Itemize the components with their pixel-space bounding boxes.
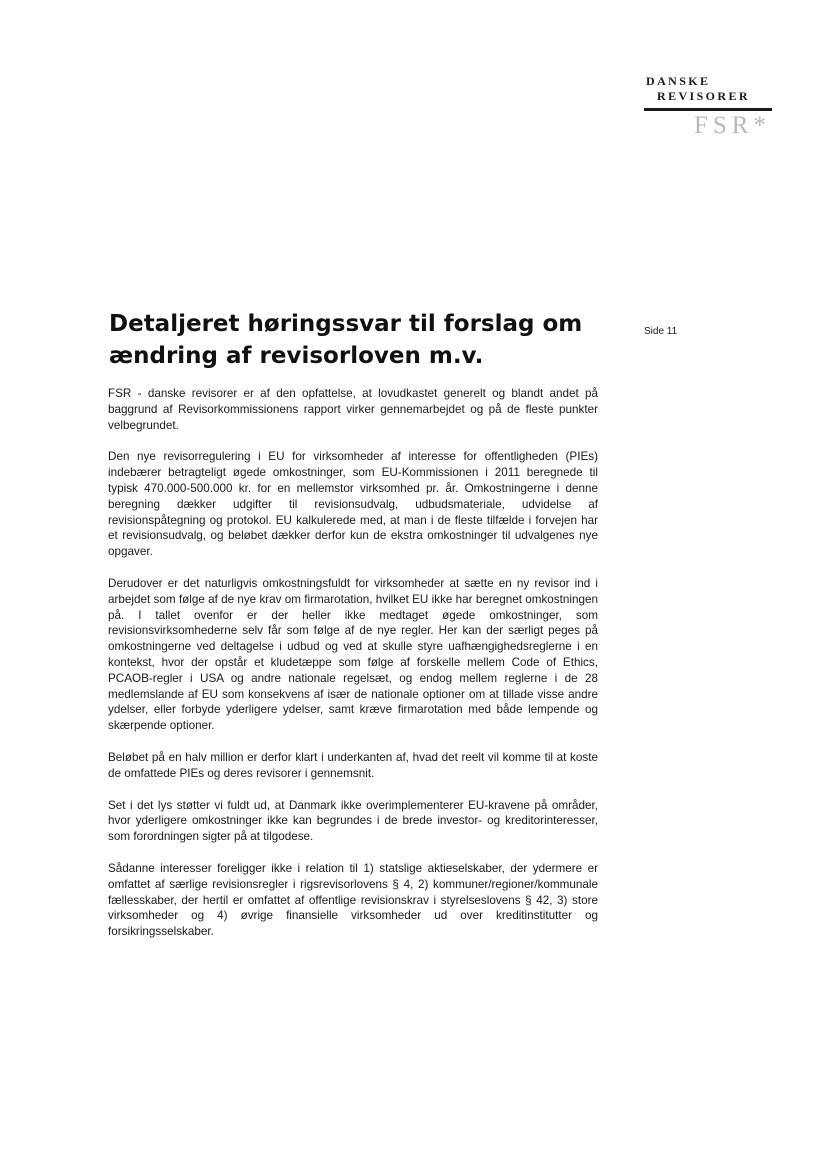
logo-text-danske: DANSKE bbox=[646, 74, 711, 88]
paragraph: Den nye revisorregulering i EU for virksomheder af interesse for offentligheden (PIEs) indebærer betragteligt øgede omkostninger, som EU-Kommissionen i 2011 beregnede til typisk 470.000-500.000 kr. for en mellemstor virksomhed pr. år. Omkostningerne i denne beregning dækker udgifter til revisionsudvalg, udbudsmateriale, udvidelse af revisionspåtegning og protokol. EU kalkulerede med, at man i de fleste tilfælde i forvejen har et revisionsudvalg, og beløbet dækker derfor kun de ekstra omkostninger til udvalgenes nye opgaver. bbox=[108, 450, 598, 559]
logo-rule bbox=[644, 108, 772, 111]
document-title: Detaljeret høringssvar til forslag om ændring af revisorloven m.v. bbox=[109, 311, 583, 369]
paragraph: Beløbet på en halv million er derfor klart i underkanten af, hvad det reelt vil komme til at koste de omfattede PIEs og deres revisorer i gennemsnit. bbox=[108, 750, 598, 780]
paragraph: Derudover er det naturligvis omkostningsfuldt for virksomheder at sætte en ny revisor ind i arbejdet som følge af de nye krav om firmarotation, hvilket EU ikke har beregnet omkostningen på. I tallet ovenfor er der heller ikke medtaget øgede omkostninger, som revisionsvirksomhederne selv får som følge af de nye regler. Her kan der særligt peges på omkostningerne ved deltagelse i udbud og ved at skulle styre uafhængighedsreglerne i en kontekst, hvor der opstår et kludetæppe som følge af forskelle mellem Code of Ethics, PCAOB-regler i USA og andre nationale regelsæt, og endog mellem reglerne i de 28 medlemslande af EU som konsekvens af især de nationale optioner om at tillade visse andre ydelser, eller forbyde yderligere ydelser, samt kræve firmarotation med både lempende og skærpende optioner. bbox=[108, 576, 598, 733]
logo-mark-fsr: FSR* bbox=[694, 112, 771, 139]
logo-text-revisorer: REVISORER bbox=[657, 89, 750, 103]
page-number: Side 11 bbox=[644, 326, 678, 337]
paragraph: Set i det lys støtter vi fuldt ud, at Danmark ikke overimplementerer EU-kravene på områder, hvor yderligere omkostninger ikke kan begrundes i de brede investor- og kreditorinteresser, som forordningen sigter på at tilgodese. bbox=[108, 798, 598, 844]
paragraph: FSR - danske revisorer er af den opfattelse, at lovudkastet generelt og blandt andet på baggrund af Revisorkommissionens rapport virker gennemarbejdet og på de fleste punkter velbegrundet. bbox=[108, 387, 598, 432]
document-body bbox=[108, 386, 598, 956]
paragraph: Sådanne interesser foreligger ikke i relation til 1) statslige aktieselskaber, der ydermere er omfattet af særlige revisionsregler i rigsrevisorlovens § 4, 2) kommuner/regioner/kommunale fællesskaber, der hertil er omfattet af offentlige revisionskrav i styrelseslovens § 42, 3) store virksomheder og 4) øvrige finansielle virksomheder ud over kreditinstitutter og forsikringsselskaber. bbox=[108, 861, 598, 939]
